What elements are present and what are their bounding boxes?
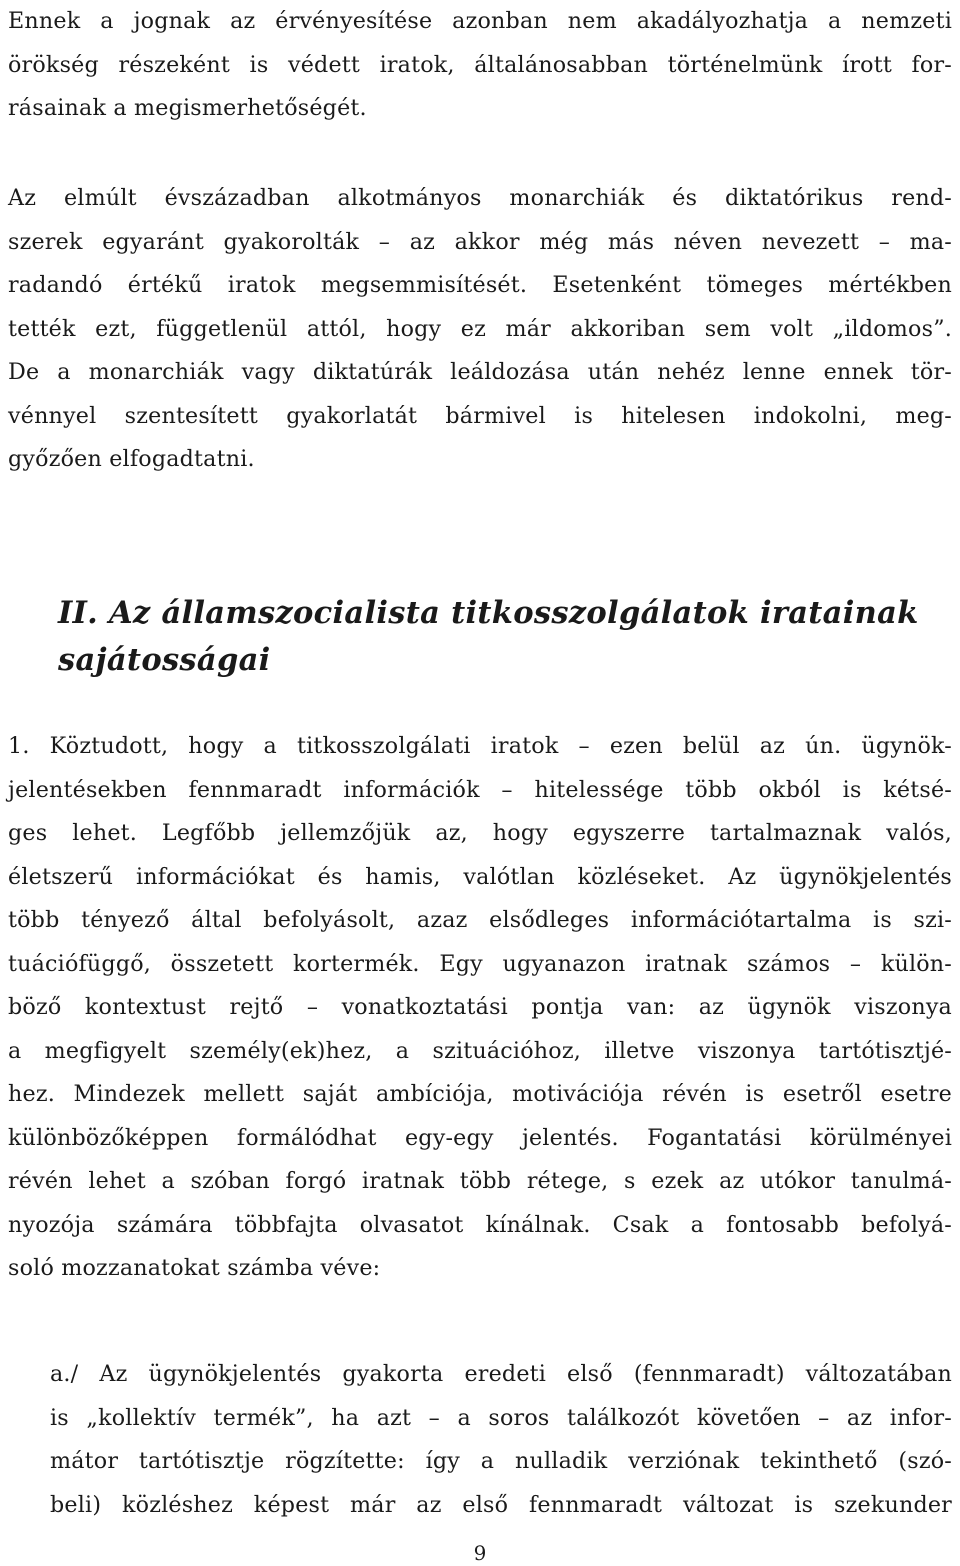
heading-line: sajátosságai: [58, 642, 271, 678]
text-line: ges lehet. Legfőbb jellemzőjük az, hogy egyszerre tartalmaznak valós,: [8, 820, 952, 846]
paragraph-1: [8, 0, 952, 131]
text-line: is „kollektív termék”, ha azt – a soros találkozót követően – az infor-: [50, 1404, 952, 1431]
text-line: soló mozzanatokat számba véve:: [8, 1255, 381, 1281]
text-line: Ennek a jognak az érvényesítése azonban nem akadályozhatja a nemzeti: [8, 8, 952, 34]
text-line: nyozója számára többfajta olvasatot kínálnak. Csak a fontosabb befolyá-: [8, 1211, 952, 1238]
text-line: életszerű információkat és hamis, valótlan közléseket. Az ügynökjelentés: [8, 863, 952, 890]
paragraph-2: [8, 177, 952, 482]
text-line: Az elmúlt évszázadban alkotmányos monarchiák és diktatórikus rend-: [8, 185, 952, 211]
paragraph-4: [50, 1353, 952, 1527]
text-line: szerek egyaránt gyakorolták – az akkor még más néven nevezett – ma-: [8, 228, 952, 255]
text-line: vénnyel szentesített gyakorlatát bármivel is hitelesen indokolni, meg-: [8, 402, 952, 429]
paragraph-3: [8, 725, 952, 1291]
text-line: révén lehet a szóban forgó iratnak több rétege, s ezek az utókor tanulmá-: [8, 1168, 952, 1194]
text-line: örökség részeként is védett iratok, általánosabban történelmünk írott for-: [8, 51, 952, 78]
document-page: [8, 0, 952, 1566]
text-line: jelentésekben fennmaradt információk – hitelessége több okból is kétsé-: [8, 776, 952, 803]
text-line: De a monarchiák vagy diktatúrák leáldozása után nehéz lenne ennek tör-: [8, 359, 952, 385]
text-line: 1. Köztudott, hogy a titkosszolgálati iratok – ezen belül az ún. ügynök-: [8, 733, 952, 759]
text-line: radandó értékű iratok megsemmisítését. Esetenként tömeges mértékben: [8, 272, 952, 298]
text-line: tették ezt, függetlenül attól, hogy ez már akkoriban sem volt „ildomos”.: [8, 315, 952, 342]
text-line: tuációfüggő, összetett kortermék. Egy ugyanazon iratnak számos – külön-: [8, 950, 952, 977]
text-line: rásainak a megismerhetőségét.: [8, 95, 367, 121]
page-number: 9: [473, 1541, 487, 1565]
heading-line: II. Az államszocialista titkosszolgálatok iratainak: [58, 595, 919, 631]
text-line: mátor tartótisztje rögzítette: így a nulladik verziónak tekinthető (szó-: [50, 1448, 952, 1474]
text-line: böző kontextust rejtő – vonatkoztatási pontja van: az ügynök viszonya: [8, 994, 952, 1020]
text-line: a megfigyelt személy(ek)hez, a szituációhoz, illetve viszonya tartótisztjé-: [8, 1037, 952, 1064]
text-line: több tényező által befolyásolt, azaz elsődleges információtartalma is szi-: [8, 907, 952, 933]
section-heading: [58, 590, 938, 684]
text-line: beli) közléshez képest már az első fennmaradt változat is szekunder: [50, 1491, 952, 1518]
text-line: a./ Az ügynökjelentés gyakorta eredeti első (fennmaradt) változatában: [50, 1361, 952, 1387]
text-line: győzően elfogadtatni.: [8, 446, 255, 472]
text-line: hez. Mindezek mellett saját ambíciója, motivációja révén is esetről esetre: [8, 1081, 952, 1107]
text-line: különbözőképpen formálódhat egy-egy jelentés. Fogantatási körülményei: [8, 1124, 952, 1151]
